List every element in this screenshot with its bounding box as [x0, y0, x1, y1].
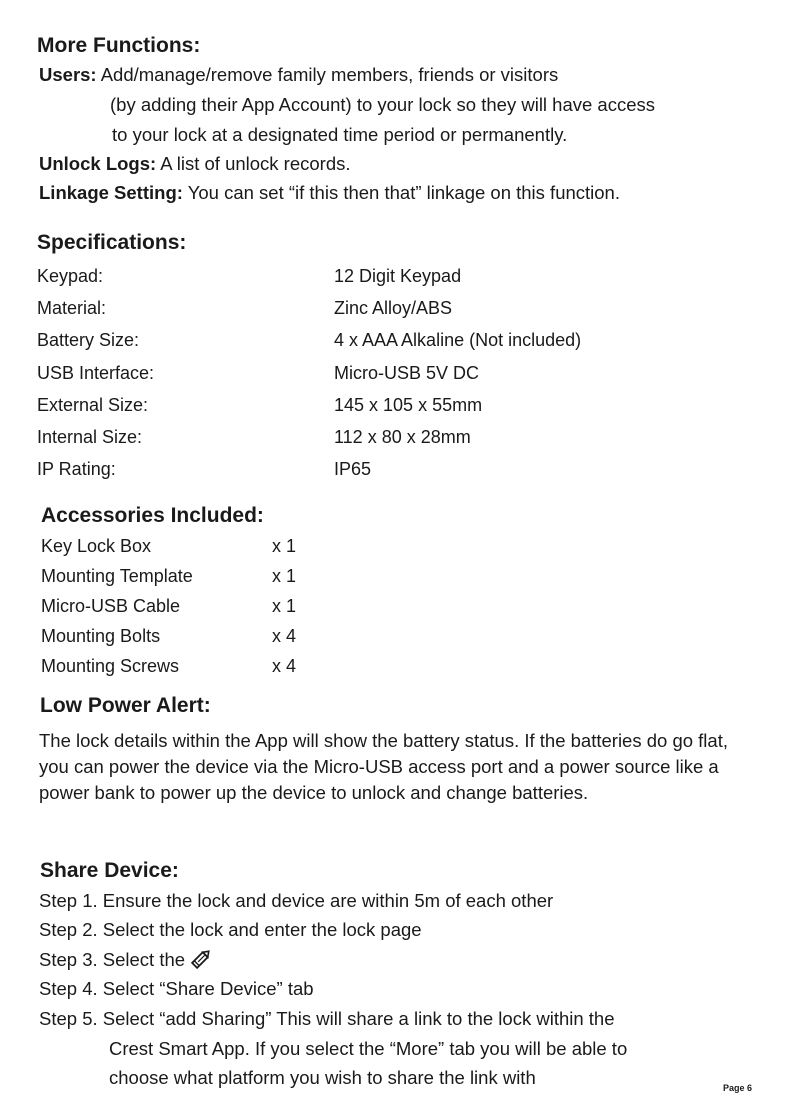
- share-step-2: Step 2. Select the lock and enter the lock page: [39, 919, 422, 940]
- spec-label: Battery Size:: [37, 330, 140, 350]
- share-step-5-line-1: Step 5. Select “add Sharing” This will share a link to the lock within the: [39, 1008, 615, 1029]
- share-step-3: [39, 948, 213, 976]
- spec-label: External Size:: [37, 395, 149, 415]
- low-power-heading: Low Power Alert:: [40, 694, 211, 717]
- accessory-name: Key Lock Box: [41, 536, 152, 556]
- linkage-setting-label: Linkage Setting:: [39, 182, 183, 203]
- unlock-logs-text: A list of unlock records.: [156, 153, 351, 174]
- users-text: Add/manage/remove family members, friends or visitors: [96, 64, 559, 85]
- accessory-qty: x 4: [272, 626, 297, 646]
- share-device-heading: Share Device:: [40, 859, 179, 882]
- accessory-name: Micro-USB Cable: [41, 596, 181, 616]
- spec-label: Material:: [37, 298, 107, 318]
- accessory-name: Mounting Bolts: [41, 626, 161, 646]
- spec-value: 12 Digit Keypad: [334, 266, 462, 286]
- accessory-qty: x 1: [272, 536, 297, 556]
- linkage-setting-text: You can set “if this then that” linkage on this function.: [182, 182, 620, 203]
- spec-value: 145 x 105 x 55mm: [334, 395, 483, 415]
- low-power-text: The lock details within the App will show the battery status. If the batteries do go flat, you can power the device via the Micro-USB access port and a power source like a power bank to power up the device to unlock and change batteries.: [39, 730, 728, 803]
- pencil-icon: [189, 948, 213, 976]
- accessory-qty: x 4: [272, 656, 297, 676]
- users-line-1: [39, 63, 558, 87]
- spec-label: IP Rating:: [37, 459, 116, 479]
- unlock-logs-line: [39, 152, 351, 176]
- spec-value: Micro-USB 5V DC: [334, 363, 480, 383]
- accessory-qty: x 1: [272, 566, 297, 586]
- unlock-logs-label: Unlock Logs:: [39, 153, 157, 174]
- accessory-name: Mounting Screws: [41, 656, 180, 676]
- accessory-name: Mounting Template: [41, 566, 193, 586]
- spec-label: Keypad:: [37, 266, 104, 286]
- accessory-qty: x 1: [272, 596, 297, 616]
- users-label: Users:: [39, 64, 97, 85]
- accessories-heading: Accessories Included:: [41, 504, 264, 527]
- users-line-3: to your lock at a designated time period or permanently.: [112, 124, 568, 145]
- share-step-3-text: Step 3. Select the: [39, 949, 186, 970]
- spec-label: Internal Size:: [37, 427, 143, 447]
- spec-value: Zinc Alloy/ABS: [334, 298, 453, 318]
- specifications-heading: Specifications:: [37, 231, 187, 254]
- spec-label: USB Interface:: [37, 363, 155, 383]
- linkage-setting-line: [39, 181, 620, 205]
- share-step-5-line-2: Crest Smart App. If you select the “More” tab you will be able to: [109, 1038, 628, 1059]
- spec-value: 112 x 80 x 28mm: [334, 427, 471, 447]
- users-line-2: (by adding their App Account) to your lock so they will have access: [110, 94, 656, 115]
- share-step-4: Step 4. Select “Share Device” tab: [39, 978, 314, 999]
- share-step-5-line-3: choose what platform you wish to share the link with: [109, 1067, 536, 1088]
- spec-value: 4 x AAA Alkaline (Not included): [334, 330, 582, 350]
- page-number: Page 6: [723, 1083, 753, 1093]
- spec-value: IP65: [334, 459, 372, 479]
- share-step-1: Step 1. Ensure the lock and device are within 5m of each other: [39, 890, 554, 911]
- more-functions-heading: More Functions:: [37, 34, 201, 57]
